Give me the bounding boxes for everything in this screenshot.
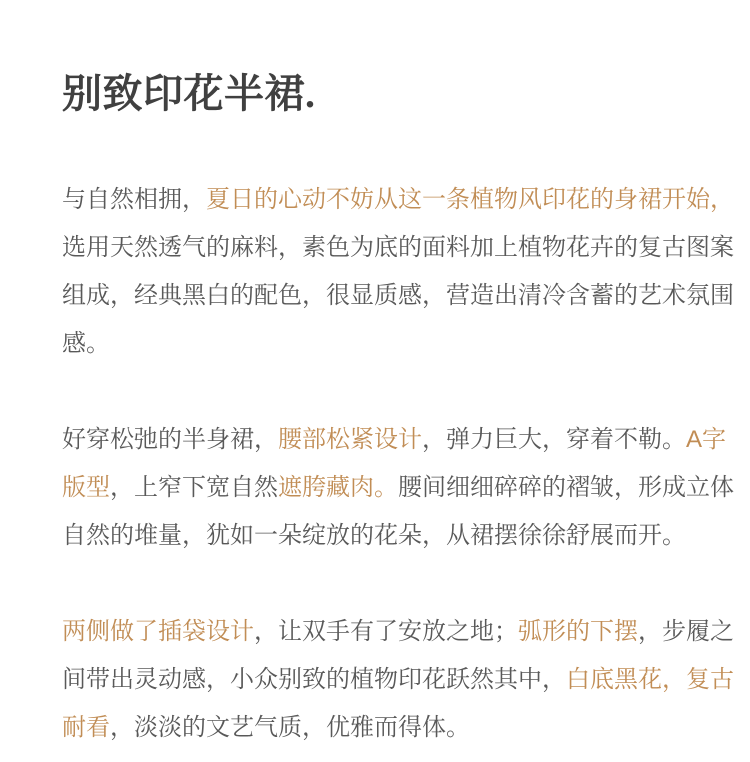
highlighted-text-segment: 弧形的下摆 xyxy=(518,617,638,645)
description-paragraph-1 xyxy=(62,176,736,368)
text-segment: ，步履之间带出灵动感，小众别致的植物印花跃然其中， xyxy=(62,617,734,693)
description-paragraph-3 xyxy=(62,608,736,752)
highlighted-text-segment: 遮胯藏肉。 xyxy=(278,473,398,501)
description-body xyxy=(62,176,736,752)
text-segment: ，淡淡的文艺气质，优雅而得体。 xyxy=(110,713,470,741)
text-segment: 选用天然透气的麻料，素色为底的面料加上植物花卉的复古图案组成，经典黑白的配色，很显质感，营造出清冷含蓄的艺术氛围感。 xyxy=(62,233,734,357)
text-segment: 腰间细细碎碎的褶皱，形成立体自然的堆量，犹如一朵绽放的花朵，从裙摆徐徐舒展而开。 xyxy=(62,473,734,549)
highlighted-text-segment: 两侧做了插袋设计 xyxy=(62,617,254,645)
page-title: 别致印花半裙. xyxy=(62,70,316,116)
text-segment: 与自然相拥， xyxy=(62,185,206,213)
description-paragraph-2 xyxy=(62,416,736,560)
highlighted-text-segment: A字版型 xyxy=(62,425,727,501)
highlighted-text-segment: 腰部松紧设计 xyxy=(278,425,422,453)
text-segment: ，上窄下宽自然 xyxy=(110,473,278,501)
highlighted-text-segment: 夏日的心动不妨从这一条植物风印花的身裙开始， xyxy=(206,185,734,213)
text-segment: ，弹力巨大，穿着不勒。 xyxy=(422,425,686,453)
text-segment: 好穿松弛的半身裙， xyxy=(62,425,278,453)
text-segment: ，让双手有了安放之地； xyxy=(254,617,518,645)
highlighted-text-segment: 白底黑花，复古耐看 xyxy=(62,665,734,741)
